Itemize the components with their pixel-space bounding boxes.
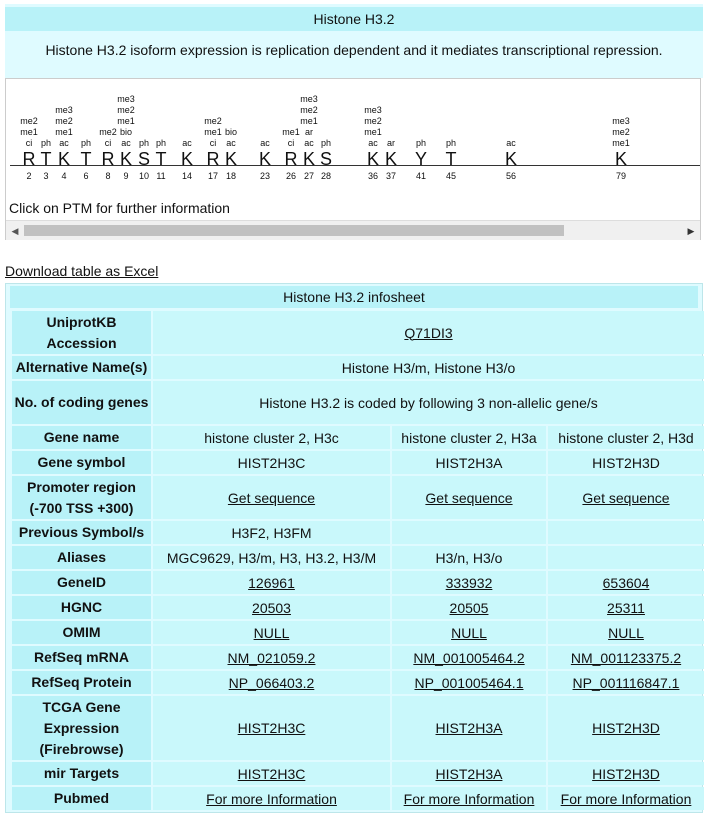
residue-position: 17 [207,171,218,181]
table-cell-link[interactable]: Get sequence [425,489,513,506]
residue-position: 2 [26,171,32,181]
ptm-modification[interactable]: ac [59,138,69,148]
ptm-residue-10[interactable] [224,79,238,189]
table-cell [153,787,390,810]
table-cell [392,646,546,669]
table-cell [392,571,546,594]
residue-position: 37 [385,171,396,181]
table-row [12,546,704,569]
ptm-modification[interactable]: ph [320,138,331,148]
residue-letter[interactable]: K [384,149,397,169]
table-cell: HIST2H3D [548,451,704,474]
table-cell-link[interactable]: NULL [608,624,644,641]
table-cell [153,596,390,619]
residue-letter[interactable]: S [137,149,150,169]
table-row [12,476,704,519]
ptm-residue-19[interactable] [504,79,518,189]
ptm-modification[interactable]: ci [104,138,112,148]
ptm-modification[interactable]: ac [506,138,516,148]
row-label: Aliases [12,546,151,569]
table-cell-link[interactable]: NP_001005464.1 [414,674,524,691]
table-cell-link[interactable]: HIST2H3D [592,765,660,782]
ptm-modification[interactable]: me2 [300,105,318,115]
table-cell [548,787,704,810]
row-label: Pubmed [12,787,151,810]
ptm-modification[interactable]: me1 [364,127,382,137]
ptm-modification[interactable]: me1 [282,127,300,137]
table-row [12,621,704,644]
residue-letter[interactable]: K [180,149,193,169]
table-cell: H3/n, H3/o [392,546,546,569]
ptm-modification[interactable]: me2 [612,127,630,137]
ptm-modification[interactable]: ac [368,138,378,148]
table-cell-link[interactable]: For more Information [206,790,337,807]
table-cell [153,671,390,694]
row-label: UniprotKB Accession [12,311,151,354]
table-row [12,451,704,474]
residue-letter[interactable]: R [101,149,115,169]
ptm-residue-11[interactable] [258,79,272,189]
horizontal-scrollbar[interactable] [6,220,700,240]
table-row [12,521,704,544]
table-row [12,356,704,379]
table-cell [153,762,390,785]
residue-letter[interactable]: R [284,149,298,169]
page-title: Histone H3.2 [5,7,703,31]
row-label: No. of coding genes [12,381,151,424]
ptm-modification[interactable]: ph [40,138,51,148]
ptm-click-hint: Click on PTM for further information [9,200,230,216]
table-cell: H3F2, H3FM [153,521,390,544]
ptm-map-panel [5,78,701,240]
row-label: RefSeq Protein [12,671,151,694]
table-cell [548,621,704,644]
table-row [12,426,704,449]
ptm-modification[interactable]: me2 [55,116,73,126]
residue-position: 41 [415,171,426,181]
ptm-modification[interactable]: ph [155,138,166,148]
table-row [12,311,704,354]
download-excel-link[interactable]: Download table as Excel [5,263,159,279]
table-cell-link[interactable]: NULL [253,624,290,641]
residue-position: 79 [615,171,626,181]
ptm-residue-8[interactable] [180,79,194,189]
table-cell-link[interactable]: 20505 [449,599,489,616]
residue-position: 3 [43,171,49,181]
table-cell-link[interactable]: 653604 [602,574,650,591]
table-cell [392,696,546,760]
table-cell-link[interactable]: NULL [451,624,487,641]
residue-position: 4 [61,171,67,181]
table-cell [153,696,390,760]
row-label: Promoter region (-700 TSS +300) [12,476,151,519]
ptm-modification[interactable]: me3 [55,105,73,115]
alternative-names-value: Histone H3/m, Histone H3/o [153,356,704,379]
ptm-modification[interactable]: bio [224,127,237,137]
table-cell-link[interactable]: NM_021059.2 [227,649,316,666]
table-cell: HIST2H3A [392,451,546,474]
residue-letter[interactable]: T [155,149,167,169]
residue-letter[interactable]: K [504,149,517,169]
ptm-modification[interactable]: me2 [204,116,222,126]
uniprot-cell [153,311,704,354]
scroll-left-arrow-icon[interactable]: ◀ [11,226,19,236]
residue-letter[interactable]: K [57,149,70,169]
residue-letter[interactable]: K [224,149,237,169]
ptm-modification[interactable]: ac [121,138,131,148]
row-label: RefSeq mRNA [12,646,151,669]
table-cell: MGC9629, H3/m, H3, H3.2, H3/M [153,546,390,569]
row-label: OMIM [12,621,151,644]
residue-position: 10 [138,171,149,181]
residue-position: 18 [225,171,236,181]
table-cell [153,571,390,594]
table-cell-link[interactable]: HIST2H3D [592,720,660,736]
residue-position: 36 [367,171,378,181]
ptm-modification[interactable]: me1 [20,127,38,137]
table-cell: histone cluster 2, H3d [548,426,704,449]
table-cell-link[interactable]: NM_001123375.2 [570,649,682,666]
table-cell-link[interactable]: NP_001116847.1 [572,674,680,691]
residue-letter[interactable]: Y [414,149,427,169]
residue-letter[interactable]: K [302,149,315,169]
scrollbar-thumb[interactable] [24,225,564,236]
table-cell-link[interactable]: 333932 [445,574,493,591]
row-label: GeneID [12,571,151,594]
header-panel [5,4,703,78]
table-cell-link[interactable]: 126961 [248,574,295,591]
residue-position: 23 [259,171,270,181]
ptm-residue-2[interactable] [57,79,71,189]
residue-position: 26 [285,171,296,181]
residue-position: 8 [105,171,111,181]
table-cell [548,596,704,619]
table-cell [392,521,546,544]
row-label: Alternative Name(s) [12,356,151,379]
scroll-right-arrow-icon[interactable]: ▶ [687,226,695,236]
page-description: Histone H3.2 isoform expression is replication dependent and it mediates transcriptional repression. [45,42,663,58]
table-cell [392,476,546,519]
uniprot-accession-link[interactable]: Q71DI3 [404,324,453,341]
table-cell: HIST2H3C [153,451,390,474]
ptm-modification[interactable]: me2 [117,105,135,115]
ptm-modification[interactable]: ac [182,138,192,148]
table-cell-link[interactable]: Get sequence [582,489,670,506]
table-cell-link[interactable]: For more Information [403,790,535,807]
coding-genes-value: Histone H3.2 is coded by following 3 non-allelic gene/s [153,381,704,424]
ptm-modification[interactable]: ci [25,138,33,148]
residue-letter[interactable]: T [445,149,457,169]
table-cell [392,762,546,785]
table-cell [548,571,704,594]
row-label: Gene symbol [12,451,151,474]
residue-position: 9 [123,171,129,181]
infosheet-panel [5,283,703,813]
ptm-modification[interactable]: ac [260,138,270,148]
ptm-modification[interactable]: ci [209,138,217,148]
residue-position: 14 [181,171,192,181]
ptm-modification[interactable]: me3 [612,116,630,126]
row-label: Previous Symbol/s [12,521,151,544]
table-cell [548,646,704,669]
residue-letter[interactable]: R [206,149,220,169]
ptm-modification[interactable]: me3 [117,94,135,104]
ptm-modification[interactable]: ph [80,138,91,148]
ptm-residue-3[interactable] [79,79,93,189]
table-row [12,787,704,810]
row-label: HGNC [12,596,151,619]
ptm-residue-17[interactable] [414,79,428,189]
row-label: TCGA Gene Expression (Firebrowse) [12,696,151,760]
table-cell [392,621,546,644]
table-row [12,762,704,785]
residue-position: 56 [505,171,516,181]
residue-position: 28 [320,171,331,181]
table-cell [548,546,704,569]
ptm-residue-16[interactable] [384,79,398,189]
ptm-modification[interactable]: me2 [99,127,117,137]
residue-letter[interactable]: K [614,149,627,169]
table-cell [392,671,546,694]
ptm-modification[interactable]: me2 [364,116,382,126]
residue-letter[interactable]: R [22,149,36,169]
table-row [12,596,704,619]
residue-letter[interactable]: K [119,149,132,169]
residue-position: 27 [303,171,314,181]
table-cell [548,671,704,694]
table-cell-link[interactable]: HIST2H3C [237,765,306,782]
ptm-residue-track [6,79,700,199]
ptm-modification[interactable]: me1 [55,127,73,137]
table-row [12,696,704,760]
infosheet-title: Histone H3.2 infosheet [10,286,698,308]
table-cell [548,521,704,544]
ptm-modification[interactable]: me2 [20,116,38,126]
ptm-modification[interactable]: ph [445,138,456,148]
table-cell-link[interactable]: HIST2H3A [435,765,503,782]
table-cell-link[interactable]: 20503 [252,599,291,616]
table-cell [153,646,390,669]
table-cell-link[interactable]: HIST2H3A [435,720,503,736]
row-label: Gene name [12,426,151,449]
residue-position: 11 [156,171,166,181]
table-row [12,571,704,594]
table-cell [153,476,390,519]
ptm-modification[interactable]: me3 [364,105,382,115]
ptm-modification[interactable]: ph [415,138,426,148]
table-row [12,646,704,669]
table-cell [548,696,704,760]
ptm-residue-20[interactable] [614,79,628,189]
table-cell-link[interactable]: HIST2H3C [237,720,306,736]
ptm-modification[interactable]: ac [226,138,236,148]
ptm-modification[interactable]: me1 [204,127,222,137]
residue-letter[interactable]: T [80,149,92,169]
residue-position: 6 [83,171,89,181]
table-cell-link[interactable]: 25311 [607,599,645,616]
table-cell-link[interactable]: NP_066403.2 [228,674,315,691]
ptm-residue-7[interactable] [154,79,168,189]
table-cell-link[interactable]: Get sequence [227,489,316,506]
table-cell [153,621,390,644]
ptm-modification[interactable]: ar [304,127,313,137]
table-cell-link[interactable]: NM_001005464.2 [413,649,525,666]
table-cell [548,762,704,785]
ptm-residue-14[interactable] [319,79,333,189]
table-row [12,381,704,424]
residue-letter[interactable]: K [258,149,271,169]
table-cell [548,476,704,519]
table-cell: histone cluster 2, H3a [392,426,546,449]
row-label: mir Targets [12,762,151,785]
table-cell [392,596,546,619]
ptm-modification[interactable]: me1 [612,138,630,148]
ptm-modification[interactable]: ac [304,138,314,148]
ptm-modification[interactable]: ph [138,138,149,148]
ptm-modification[interactable]: me1 [300,116,318,126]
table-cell-link[interactable]: For more Information [560,790,692,807]
infosheet-table [10,309,706,812]
residue-position: 45 [445,171,456,181]
ptm-modification[interactable]: bio [119,127,132,137]
ptm-modification[interactable]: me1 [117,116,135,126]
ptm-residue-18[interactable] [444,79,458,189]
ptm-modification[interactable]: ar [386,138,395,148]
residue-letter[interactable]: K [366,149,379,169]
ptm-modification[interactable]: me3 [300,94,318,104]
table-cell [392,787,546,810]
residue-letter[interactable]: T [40,149,52,169]
residue-letter[interactable]: S [319,149,332,169]
table-row [12,671,704,694]
ptm-modification[interactable]: ci [287,138,295,148]
table-cell: histone cluster 2, H3c [153,426,390,449]
